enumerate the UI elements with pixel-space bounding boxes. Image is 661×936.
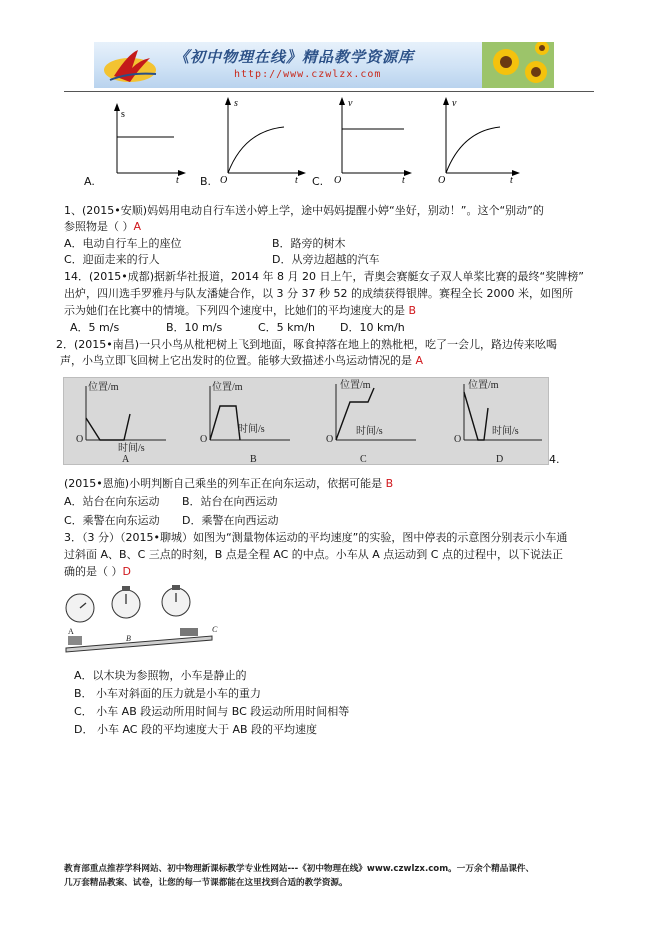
- q1-option-c: C．迎面走来的行人: [64, 253, 160, 266]
- sunflower-picture: [482, 42, 554, 88]
- q2-graph-b-xlabel: 时间/s: [238, 424, 265, 435]
- q3-option-a: A．以木块为参照物，小车是静止的: [74, 669, 247, 682]
- q2-line1: 2．(2015•南昌)一只小鸟从枇杷树上飞到地面，啄食掉落在地上的熟枇杷，吃了一会儿，路边传来吆喝: [56, 338, 558, 351]
- q3-line2: 过斜面 A、B、C 三点的时刻，B 点是全程 AC 的中点。小车从 A 点运动到 C 点的过程中，以下说法正: [64, 548, 563, 561]
- q14-option-d: D．10 km/h: [340, 321, 405, 334]
- graph-c-t-label: t: [402, 175, 405, 185]
- q2-graph-b-origin: O: [200, 434, 208, 445]
- q1-option-b: B．路旁的树木: [272, 237, 346, 250]
- graph-c: [334, 97, 412, 185]
- q3-option-c: C． 小车 AB 段运动所用时间与 BC 段运动所用时间相等: [74, 705, 350, 718]
- q2-graph-d: [454, 379, 542, 465]
- q14-option-a: A．5 m/s: [70, 321, 120, 334]
- q1-option-d: D．从旁边超越的汽车: [272, 253, 380, 266]
- graph-option-b: B.: [200, 175, 212, 188]
- graph-b: [220, 97, 306, 185]
- graph-b-s-label: s: [234, 98, 238, 109]
- graph-d-t-label: t: [510, 175, 513, 185]
- graph-option-c: C.: [312, 175, 324, 188]
- q2-graph-a: [76, 381, 166, 465]
- q2-graph-c: [326, 379, 416, 465]
- graph-d-origin: O: [438, 175, 446, 185]
- q2-graph-d-origin: O: [454, 434, 462, 445]
- q3-answer: D: [122, 565, 131, 578]
- q2-graph-d-ylabel: 位置/m: [468, 380, 499, 391]
- q14-option-b: B．10 m/s: [166, 321, 223, 334]
- q14-option-c: C．5 km/h: [258, 321, 315, 334]
- site-logo: [100, 46, 160, 86]
- q14-answer: B: [408, 304, 417, 317]
- motion-graphs-row: [84, 93, 604, 185]
- graph-c-v-label: v: [348, 98, 353, 109]
- q2-graph-d-xlabel: 时间/s: [492, 426, 519, 437]
- q2-graph-a-origin: O: [76, 434, 84, 445]
- q-enshi-option-c: C．乘警在向东运动: [64, 514, 160, 527]
- graph-d-v-label: v: [452, 98, 457, 109]
- q2-graph-c-xlabel: 时间/s: [356, 426, 383, 437]
- footer-line2: 几万套精品教案、试卷，让您的每一节课都能在这里找到合适的教学资源。: [64, 878, 348, 888]
- q-enshi-stem: (2015•恩施)小明判断自己乘坐的列车正在向东运动，依据可能是: [64, 477, 383, 490]
- q1-line1: 1、(2015•安顺)妈妈用电动自行车送小婷上学，途中妈妈提醒小婷“坐好，别动！”。这个“别动”的: [64, 204, 544, 217]
- footer-line1: 教育部重点推荐学科网站、初中物理新课标教学专业性网站---《初中物理在线》www.czwlzx.com。一万余个精品课件、: [64, 864, 535, 874]
- q2-graph-b-label: B: [250, 454, 257, 465]
- q1-answer: A: [133, 220, 142, 233]
- q4-number: 4.: [549, 453, 560, 466]
- q2-graph-c-label: C: [360, 454, 367, 465]
- q2-graph-a-xlabel: 时间/s: [118, 443, 145, 454]
- q3-line1: 3．（3 分）（2015•聊城）如图为“测量物体运动的平均速度”的实验，图中停表的示意图分别表示小车通: [64, 531, 568, 544]
- header-rule: [64, 91, 594, 92]
- wood-block: [180, 628, 198, 636]
- q1-option-a: A．电动自行车上的座位: [64, 237, 182, 250]
- q1-line2: [64, 219, 141, 234]
- graph-d: [438, 97, 520, 185]
- q-enshi-line1: [64, 476, 393, 491]
- graph-a-t-label: t: [176, 175, 179, 185]
- q2-line2: [60, 353, 423, 368]
- q14-stem: 示为她们在比赛中的情境。下列四个速度中，比她们的平均速度大的是: [64, 304, 405, 317]
- graph-a-s-label: s: [121, 109, 125, 120]
- q3-incline-figure: [62, 584, 244, 656]
- q2-graph-d-label: D: [496, 454, 504, 465]
- q14-line2: 出炉，四川选手罗雅丹与队友潘婕合作，以 3 分 37 秒 52 的成绩获得银牌。赛程全长 2000 米，如图所: [64, 287, 573, 300]
- q2-graph-a-label: A: [122, 454, 130, 465]
- point-c-label: C: [212, 625, 218, 634]
- toy-car-icon: [68, 636, 82, 645]
- q14-line3: [64, 303, 416, 318]
- header-title: 《初中物理在线》精品教学资源库: [174, 48, 415, 66]
- graph-a: [114, 103, 186, 185]
- incline-board: [66, 636, 212, 652]
- q2-graph-b-ylabel: 位置/m: [212, 382, 243, 393]
- q2-graph-a-ylabel: 位置/m: [88, 382, 119, 393]
- graph-option-a: A.: [84, 175, 95, 188]
- q-enshi-answer: B: [385, 477, 394, 490]
- header-banner: [94, 42, 554, 88]
- graph-c-origin: O: [334, 175, 342, 185]
- q2-graph-c-origin: O: [326, 434, 334, 445]
- q-enshi-option-d: D．乘警在向西运动: [182, 514, 279, 527]
- q2-answer: A: [415, 354, 424, 367]
- q2-graph-b: [200, 381, 290, 465]
- graph-b-t-label: t: [295, 175, 298, 185]
- q3-line3: [64, 564, 131, 579]
- point-a-label: A: [68, 627, 74, 636]
- q2-position-time-graphs: [63, 377, 549, 465]
- point-b-label: B: [126, 634, 131, 643]
- q-enshi-option-a: A．站台在向东运动: [64, 495, 160, 508]
- q14-line1: 14．(2015•成都)据新华社报道，2014 年 8 月 20 日上午，青奥会赛艇女子双人单桨比赛的最终“奖牌榜”: [64, 270, 584, 283]
- q3-option-b: B． 小车对斜面的压力就是小车的重力: [74, 687, 262, 700]
- q1-stem: 参照物是（ ）: [64, 220, 134, 233]
- q2-stem: 声，小鸟立即飞回树上它出发时的位置。能够大致描述小鸟运动情况的是: [60, 354, 412, 367]
- q3-stem: 确的是（ ）: [64, 565, 123, 578]
- header-url[interactable]: http://www.czwlzx.com: [234, 69, 382, 80]
- q2-graph-c-ylabel: 位置/m: [340, 380, 371, 391]
- graph-b-origin: O: [220, 175, 228, 185]
- q3-option-d: D． 小车 AC 段的平均速度大于 AB 段的平均速度: [74, 723, 318, 736]
- q-enshi-option-b: B．站台在向西运动: [182, 495, 278, 508]
